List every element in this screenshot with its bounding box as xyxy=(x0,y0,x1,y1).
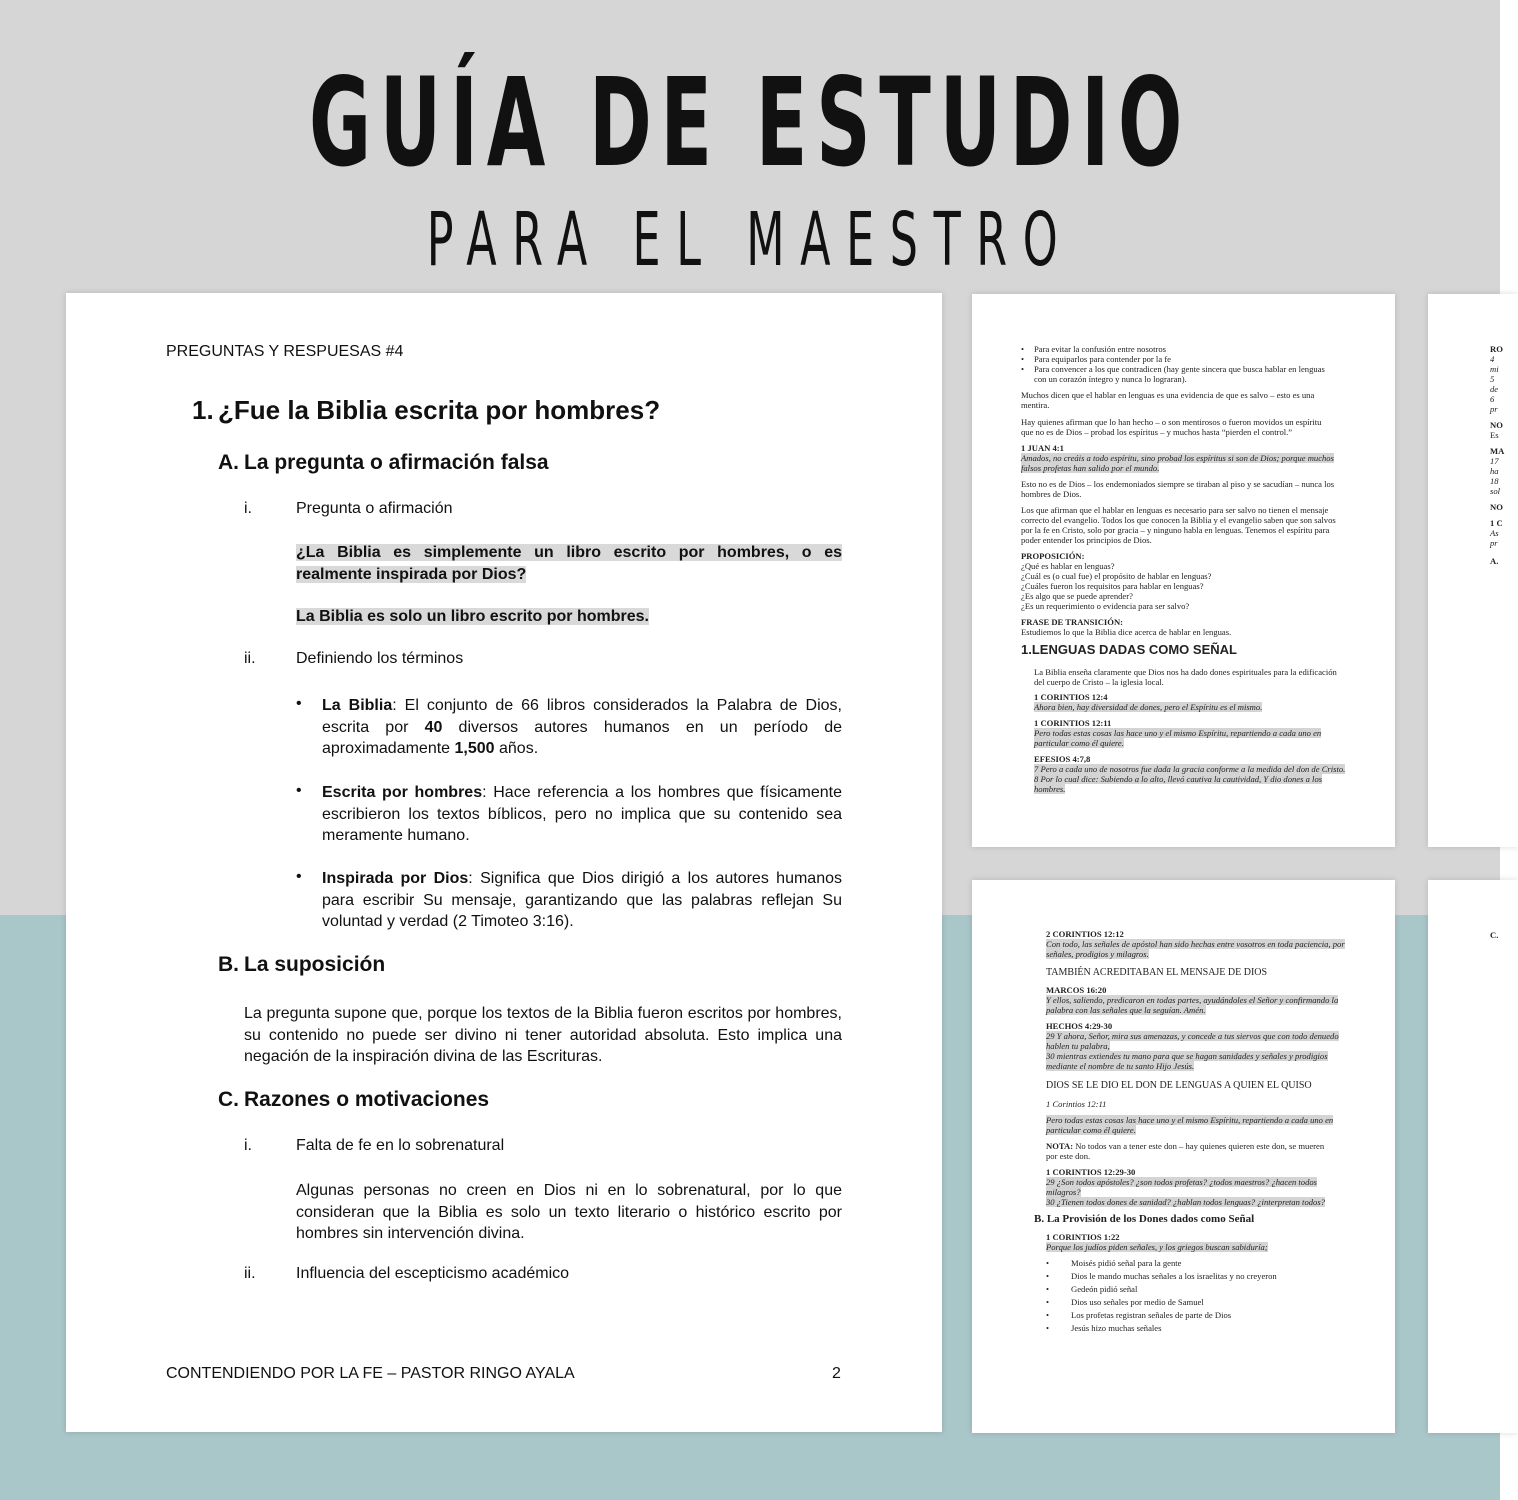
verse-line: Porque los judíos piden señales, y los griegos buscan sabiduría; xyxy=(1046,1242,1268,1252)
list-bullet: • xyxy=(1021,354,1025,364)
preview-page-2 xyxy=(972,294,1395,847)
verse-line: señales, prodigios y milagros. xyxy=(1046,949,1149,959)
clipped-text: de xyxy=(1490,384,1499,394)
paragraph-line: del cuerpo de Cristo – la iglesia local. xyxy=(1034,677,1164,687)
clipped-text: 17 xyxy=(1490,456,1499,466)
verse-line: milagros? xyxy=(1046,1187,1081,1197)
verse-line: palabra con las señales que la seguían. Amén. xyxy=(1046,1005,1206,1015)
section-heading: B. La Provisión de los Dones dados como Señal xyxy=(1034,1213,1255,1225)
subsection-title: Definiendo los términos xyxy=(296,650,464,667)
clipped-text: NO xyxy=(1490,502,1503,512)
list-item: Dios uso señales por medio de Samuel xyxy=(1071,1297,1204,1307)
preview-page-4 xyxy=(1428,294,1518,847)
roman-numeral: i. xyxy=(244,1137,252,1154)
paragraph-line: La Biblia enseña claramente que Dios nos ha dado dones espirituales para la edificación xyxy=(1034,667,1337,677)
note-line: por este don. xyxy=(1046,1151,1091,1161)
clipped-text: ha xyxy=(1490,466,1499,476)
section-letter: C. xyxy=(218,1088,239,1111)
section-title: La pregunta o afirmación falsa xyxy=(244,451,549,474)
scripture-ref: MARCOS 16:20 xyxy=(1046,985,1107,995)
section-letter: A. xyxy=(218,451,239,474)
roman-numeral: ii. xyxy=(244,1265,256,1282)
paragraph-line: hombres de Dios. xyxy=(1021,489,1082,499)
page-number: 2 xyxy=(832,1365,841,1382)
clipped-text: 18 xyxy=(1490,476,1499,486)
bullet-icon: • xyxy=(296,695,302,712)
hero-title: GUÍA DE ESTUDIO xyxy=(309,52,1191,194)
list-item: Jesús hizo muchas señales xyxy=(1071,1323,1162,1333)
clipped-text: pr xyxy=(1490,538,1498,548)
verse-line: 30 ¿Tienen todos dones de sanidad? ¿hablan todos lenguas? ¿interpretan todos? xyxy=(1046,1197,1325,1207)
reason-paragraph: Algunas personas no creen en Dios ni en lo sobrenatural, por lo que consideran que la Biblia es solo un texto literario o histórico escrito por hombres sin intervención divina. xyxy=(296,1182,842,1242)
question-line: ¿Es un requerimiento o evidencia para ser salvo? xyxy=(1021,601,1190,611)
clipped-text: pr xyxy=(1490,404,1498,414)
heading-number: 1. xyxy=(192,395,214,425)
question-line: ¿Cuál es (o cual fue) el propósito de hablar en lenguas? xyxy=(1021,571,1212,581)
scripture-ref: 1 JUAN 4:1 xyxy=(1021,443,1064,453)
list-bullet: • xyxy=(1046,1323,1050,1333)
verse-line: falsos profetas han salido por el mundo. xyxy=(1021,463,1160,473)
section-heading: TAMBIÉN ACREDITABAN EL MENSAJE DE DIOS xyxy=(1046,967,1268,978)
question-line-1: ¿La Biblia es simplemente un libro escrito por hombres, o es xyxy=(296,544,842,561)
preview-page-3 xyxy=(972,880,1395,1433)
roman-numeral: i. xyxy=(244,500,252,517)
page-header: PREGUNTAS Y RESPUESAS #4 xyxy=(166,343,404,360)
list-bullet: • xyxy=(1046,1284,1050,1294)
list-bullet: • xyxy=(1046,1258,1050,1268)
verse-line: Amados, no creáis a todo espíritu, sino probad los espíritus si son de Dios; porque muchos xyxy=(1021,453,1334,463)
list-bullet: • xyxy=(1046,1271,1050,1281)
question-line: ¿Cuáles fueron los requisitos para hablar en lenguas? xyxy=(1021,581,1204,591)
scripture-ref: 1 CORINTIOS 12:4 xyxy=(1034,692,1108,702)
clipped-text: A. xyxy=(1490,556,1499,566)
subsection-title: Influencia del escepticismo académico xyxy=(296,1265,570,1282)
paragraph-line: mentira. xyxy=(1021,400,1050,410)
question-line: ¿Qué es hablar en lenguas? xyxy=(1021,561,1115,571)
verse-line: hombres. xyxy=(1034,784,1066,794)
list-item: Para convencer a los que contradicen (hay gente sincera que busca hablar en lenguas xyxy=(1034,364,1325,374)
question-line-2: realmente inspirada por Dios? xyxy=(296,565,527,583)
label: PROPOSICIÓN: xyxy=(1021,551,1085,561)
list-item: Dios le mando muchas señales a los israelitas y no creyeron xyxy=(1071,1271,1277,1281)
paragraph-line: Los que afirman que el hablar en lenguas es necesario para ser salvo no tienen el mensaje xyxy=(1021,505,1329,515)
verse-line: 29 Y ahora, Señor, mira sus amenazas, y concede a tus siervos que con todo denuedo xyxy=(1046,1031,1339,1041)
note-line: NOTA: No todos van a tener este don – hay quienes quieren este don, se mueren xyxy=(1046,1141,1325,1151)
clipped-text: C. xyxy=(1490,930,1499,940)
scripture-ref: 2 CORINTIOS 12:12 xyxy=(1046,929,1124,939)
scripture-ref: 1 CORINTIOS 12:11 xyxy=(1034,718,1112,728)
page-footer: CONTENDIENDO POR LA FE – PASTOR RINGO AYALA xyxy=(166,1365,575,1382)
section-a-heading xyxy=(218,451,549,475)
paragraph-line: Estudiemos lo que la Biblia dice acerca de hablar en lenguas. xyxy=(1021,627,1232,637)
heading-text: ¿Fue la Biblia escrita por hombres? xyxy=(218,395,661,425)
verse-line: particular como él quiere. xyxy=(1034,738,1124,748)
list-item: Los profetas registran señales de parte de Dios xyxy=(1071,1310,1232,1320)
verse-line: particular como él quiere. xyxy=(1046,1125,1136,1135)
preview-page-5 xyxy=(1428,880,1518,1433)
scripture-ref: HECHOS 4:29-30 xyxy=(1046,1021,1113,1031)
clipped-text: sol xyxy=(1490,486,1501,496)
assumption-paragraph: La pregunta supone que, porque los textos de la Biblia fueron escritos por hombres, su contenido no puede ser divino ni tener autoridad absoluta. Esto implica una negación de la inspiración divina de las Escrituras. xyxy=(244,1005,842,1065)
clipped-text: Es xyxy=(1490,430,1499,440)
scripture-ref: EFESIOS 4:7,8 xyxy=(1034,754,1091,764)
section-heading: DIOS SE LE DIO EL DON DE LENGUAS A QUIEN EL QUISO xyxy=(1046,1080,1312,1091)
section-heading: 1.LENGUAS DADAS COMO SEÑAL xyxy=(1021,642,1237,657)
list-bullet: • xyxy=(1046,1297,1050,1307)
list-item: Para evitar la confusión entre nosotros xyxy=(1034,344,1166,354)
clipped-text: 6 xyxy=(1490,394,1495,404)
definition-biblia: La Biblia: El conjunto de 66 libros considerados la Palabra de Dios, escrita por 40 diversos autores humanos en un período de aproximadamente 1,500 años. xyxy=(322,697,842,757)
verse-line: mediante el nombre de tu santo Hijo Jesús. xyxy=(1046,1061,1195,1071)
list-item: con un corazón íntegro y nunca lo lograran). xyxy=(1034,374,1187,384)
list-item: Para equiparlos para contender por la fe xyxy=(1034,354,1171,364)
bullet-icon: • xyxy=(296,868,302,885)
bullet-icon: • xyxy=(296,782,302,799)
question-line: ¿Es algo que se puede aprender? xyxy=(1021,591,1133,601)
question-heading xyxy=(192,395,660,426)
verse-line: hablen tu palabra, xyxy=(1046,1041,1110,1051)
main-document-page xyxy=(66,293,942,1432)
section-c-heading xyxy=(218,1088,489,1112)
verse-line: Pero todas estas cosas las hace uno y el mismo Espíritu, repartiendo a cada uno en xyxy=(1034,728,1322,738)
section-letter: B. xyxy=(218,953,239,976)
section-b-heading xyxy=(218,953,385,977)
highlighted-question xyxy=(296,542,842,585)
clipped-text: 5 xyxy=(1490,374,1495,384)
verse-line: Y ellos, saliendo, predicaron en todas partes, ayudándoles el Señor y confirmando la xyxy=(1046,995,1339,1005)
paragraph-line: correcto del evangelio. Todos los que conocen la Biblia y el evangelio saben que son salvos xyxy=(1021,515,1336,525)
paragraph-line: Esto no es de Dios – los endemoniados siempre se tiraban al piso y se sacudían – nunca los xyxy=(1021,479,1335,489)
list-item: Moisés pidió señal para la gente xyxy=(1071,1258,1182,1268)
clipped-text: 4 xyxy=(1490,354,1495,364)
verse-line: 8 Por lo cual dice: Subiendo a lo alto, llevó cautiva la cautividad, Y dio dones a los xyxy=(1034,774,1323,784)
verse-line: Con todo, las señales de apóstol han sido hechas entre vosotros en toda paciencia, por xyxy=(1046,939,1345,949)
clipped-text: As xyxy=(1490,528,1499,538)
subsection-title: Pregunta o afirmación xyxy=(296,500,453,517)
clipped-text: MA xyxy=(1490,446,1505,456)
definition-escrita: Escrita por hombres: Hace referencia a los hombres que físicamente escribieron los textos bíblicos, pero no implica que su contenido sea meramente humano. xyxy=(322,784,843,844)
paragraph-line: Muchos dicen que el hablar en lenguas es una evidencia de que es salvo – esto es una xyxy=(1021,390,1315,400)
verse-line: 7 Pero a cada uno de nosotros fue dada la gracia conforme a la medida del don de Cristo. xyxy=(1034,764,1346,774)
clipped-text: 1 C xyxy=(1490,518,1503,528)
clipped-text: NO xyxy=(1490,420,1503,430)
paragraph-line: Hay quienes afirman que lo han hecho – o son mentirosos o fueron movidos un espíritu xyxy=(1021,417,1322,427)
paragraph-line: por la fe en Cristo, solo por gracia – y ninguno habla en lenguas. Tenemos el espíritu para xyxy=(1021,525,1330,535)
roman-numeral: ii. xyxy=(244,650,256,667)
verse-line: 29 ¿Son todos apóstoles? ¿son todos profetas? ¿todos maestros? ¿hacen todos xyxy=(1046,1177,1318,1187)
scripture-ref: 1 CORINTIOS 12:29-30 xyxy=(1046,1167,1136,1177)
list-bullet: • xyxy=(1021,364,1025,374)
section-title: La suposición xyxy=(244,953,386,976)
scripture-ref: 1 CORINTIOS 1:22 xyxy=(1046,1232,1120,1242)
verse-line: Ahora bien, hay diversidad de dones, pero el Espíritu es el mismo. xyxy=(1034,702,1263,712)
paragraph-line: poder entender los principios de Dios. xyxy=(1021,535,1152,545)
scripture-ref: 1 Corintios 12:11 xyxy=(1046,1099,1107,1109)
paragraph-line: que no es de Dios – probad los espíritus – y muchos hasta “pierden el control.” xyxy=(1021,427,1293,437)
list-bullet: • xyxy=(1021,344,1025,354)
definition-inspirada: Inspirada por Dios: Significa que Dios dirigió a los autores humanos para escribir Su mensaje, garantizando que las palabras reflejan Su voluntad y verdad (2 Timoteo 3:16). xyxy=(322,870,842,930)
highlighted-claim: La Biblia es solo un libro escrito por hombres. xyxy=(296,608,649,625)
section-title: Razones o motivaciones xyxy=(244,1088,490,1111)
verse-line: 30 mientras extiendes tu mano para que se hagan sanidades y señales y prodigios xyxy=(1046,1051,1328,1061)
list-item: Gedeón pidió señal xyxy=(1071,1284,1138,1294)
clipped-text: RO xyxy=(1490,344,1503,354)
list-bullet: • xyxy=(1046,1310,1050,1320)
hero-subtitle: PARA EL MAESTRO xyxy=(426,197,1074,283)
verse-line: Pero todas estas cosas las hace uno y el mismo Espíritu, repartiendo a cada uno en xyxy=(1046,1115,1334,1125)
subsection-title: Falta de fe en lo sobrenatural xyxy=(296,1137,505,1154)
clipped-text: mi xyxy=(1490,364,1499,374)
label: FRASE DE TRANSICIÓN: xyxy=(1021,617,1124,627)
